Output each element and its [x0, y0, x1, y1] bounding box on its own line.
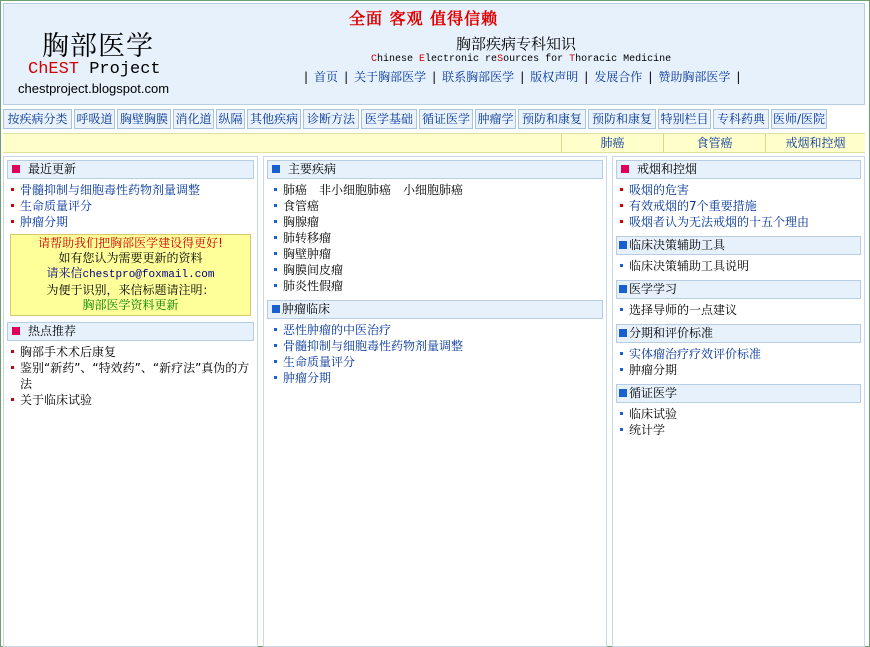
main-diseases-header	[267, 160, 603, 179]
right-column	[612, 156, 865, 647]
list-item[interactable]: 生命质量评分	[273, 354, 600, 370]
sub-item-lung-cancer[interactable]: 肺癌	[561, 134, 663, 153]
top-nav-link[interactable]: 版权声明	[530, 70, 579, 84]
list-item[interactable]: 骨髓抑制与细胞毒性药物剂量调整	[273, 338, 600, 354]
main-diseases-list	[273, 182, 600, 294]
list-item[interactable]: 鉴别“新药”、“特效药”、“新疗法”真伪的方法	[10, 360, 251, 392]
help-notice	[10, 234, 251, 316]
category-tab[interactable]: 肿瘤学	[475, 109, 516, 129]
medical-study-title: 医学学习	[629, 282, 678, 296]
list-item[interactable]: 吸烟者认为无法戒烟的十五个理由	[619, 214, 858, 230]
nav-separator: |	[648, 70, 653, 84]
list-item[interactable]: 临床试验	[619, 406, 858, 422]
nav-separator: |	[344, 70, 349, 84]
category-tab[interactable]: 胸壁胸膜	[117, 109, 171, 129]
nav-separator: |	[520, 70, 525, 84]
site-name-en-segment: horacic Medicine	[575, 54, 672, 65]
top-nav-link[interactable]: 联系胸部医学	[442, 70, 515, 84]
site-name-en-segment: hinese	[377, 54, 420, 65]
logo-project-red: ChEST	[28, 60, 80, 79]
category-tab[interactable]: 循证医学	[419, 109, 473, 129]
list-item[interactable]: 肿瘤分期	[10, 214, 251, 230]
square-bullet-icon	[12, 327, 20, 335]
nav-separator: |	[304, 70, 309, 84]
staging-list	[619, 346, 858, 378]
staging-header	[616, 324, 861, 343]
category-tab[interactable]: 特别栏目	[658, 109, 711, 129]
list-item[interactable]: 肺癌 非小细胞肺癌 小细胞肺癌	[273, 182, 600, 198]
square-bullet-icon	[619, 285, 627, 293]
square-bullet-icon	[272, 305, 280, 313]
recent-updates-header	[7, 160, 254, 179]
list-item[interactable]: 实体瘤治疗疗效评价标准	[619, 346, 858, 362]
slogan: 全面 客观 值得信赖	[349, 9, 499, 28]
decision-tools-header	[616, 236, 861, 255]
category-bar	[3, 109, 865, 129]
category-tab[interactable]: 按疾病分类	[3, 109, 72, 129]
sub-bar	[3, 133, 865, 153]
category-tab[interactable]: 呼吸道	[74, 109, 115, 129]
list-item[interactable]: 胸部手术术后康复	[10, 344, 251, 360]
site-name-en-segment: C	[371, 54, 378, 65]
category-tab[interactable]: 预防和康复	[518, 109, 586, 129]
list-item[interactable]: 恶性肿瘤的中医治疗	[273, 322, 600, 338]
tumor-clinic-list	[273, 322, 600, 386]
hot-picks-header	[7, 322, 254, 341]
medical-study-header	[616, 280, 861, 299]
site-name-en	[371, 54, 671, 65]
list-item[interactable]: 肿瘤分期	[273, 370, 600, 386]
category-tab[interactable]: 纵隔	[216, 109, 245, 129]
smoking-control-header	[616, 160, 861, 179]
sub-item-smoking-control[interactable]: 戒烟和控烟	[765, 134, 865, 153]
main-diseases-title: 主要疾病	[288, 162, 337, 176]
ebm-list	[619, 406, 858, 438]
category-tab[interactable]: 其他疾病	[247, 109, 301, 129]
square-bullet-icon	[619, 329, 627, 337]
tumor-clinic-title: 肿瘤临床	[282, 302, 331, 316]
ebm-header	[616, 384, 861, 403]
top-nav-link[interactable]: 首页	[314, 70, 339, 84]
notice-line-3	[11, 266, 250, 283]
notice-line-5: 胸部医学资料更新	[82, 298, 179, 312]
notice-line-3-prefix: 请来信	[46, 266, 83, 280]
recent-updates-title: 最近更新	[28, 162, 77, 176]
list-item[interactable]: 食管癌	[273, 198, 600, 214]
sub-item-esophageal-cancer[interactable]: 食管癌	[663, 134, 765, 153]
square-bullet-icon	[621, 165, 629, 173]
tumor-clinic-header	[267, 300, 603, 319]
decision-tools-title: 临床决策辅助工具	[629, 238, 726, 252]
list-item[interactable]: 胸腺瘤	[273, 214, 600, 230]
nav-separator: |	[432, 70, 437, 84]
middle-column	[263, 156, 607, 647]
site-name-en-segment: T	[569, 54, 576, 65]
list-item[interactable]: 骨髓抑制与细胞毒性药物剂量调整	[10, 182, 251, 198]
list-item[interactable]: 生命质量评分	[10, 198, 251, 214]
list-item[interactable]: 吸烟的危害	[619, 182, 858, 198]
list-item[interactable]: 有效戒烟的7个重要措施	[619, 198, 858, 214]
category-tab[interactable]: 诊断方法	[303, 109, 359, 129]
left-column	[3, 156, 258, 647]
smoking-control-list	[619, 182, 858, 230]
notice-email-link[interactable]: chestpro@foxmail.com	[82, 269, 215, 281]
logo-project[interactable]	[28, 60, 161, 79]
medical-study-list	[619, 302, 858, 318]
category-tab[interactable]: 消化道	[173, 109, 214, 129]
top-nav	[298, 68, 746, 85]
logo-project-rest: Project	[79, 60, 161, 79]
notice-line-2: 如有您认为需要更新的资料	[58, 251, 203, 265]
nav-separator: |	[584, 70, 589, 84]
category-tab[interactable]: 医师/医院	[771, 109, 827, 129]
staging-title: 分期和评价标准	[629, 326, 714, 340]
list-item[interactable]: 肿瘤分期	[619, 362, 858, 378]
site-name-en-segment: ources for	[503, 54, 570, 65]
list-item[interactable]: 胸膜间皮瘤	[273, 262, 600, 278]
site-name-cn: 胸部疾病专科知识	[456, 35, 577, 53]
square-bullet-icon	[619, 389, 627, 397]
site-name-en-segment: S	[497, 54, 504, 65]
decision-tools-list	[619, 258, 858, 274]
top-nav-link[interactable]: 关于胸部医学	[354, 70, 427, 84]
site-header	[3, 3, 865, 105]
ebm-title: 循证医学	[629, 386, 678, 400]
hot-picks-title: 热点推荐	[28, 324, 77, 338]
list-item[interactable]: 胸壁肿瘤	[273, 246, 600, 262]
square-bullet-icon	[619, 241, 627, 249]
site-name-en-segment: lectronic re	[425, 54, 498, 65]
smoking-control-title: 戒烟和控烟	[637, 162, 698, 176]
hot-picks-list	[10, 344, 251, 408]
recent-updates-list	[10, 182, 251, 230]
list-item[interactable]: 临床决策辅助工具说明	[619, 258, 858, 274]
square-bullet-icon	[272, 165, 280, 173]
list-item[interactable]: 肺炎性假瘤	[273, 278, 600, 294]
logo-title[interactable]: 胸部医学	[42, 31, 154, 62]
category-tab[interactable]: 专科药典	[713, 109, 769, 129]
top-nav-link[interactable]: 发展合作	[594, 70, 643, 84]
site-name-en-segment: E	[419, 54, 426, 65]
list-item[interactable]: 统计学	[619, 422, 858, 438]
square-bullet-icon	[12, 165, 20, 173]
list-item[interactable]: 选择导师的一点建议	[619, 302, 858, 318]
notice-line-4: 为便于识别，来信标题请注明：	[46, 283, 215, 297]
notice-line-1: 请帮助我们把胸部医学建设得更好!	[38, 236, 223, 250]
list-item[interactable]: 肺转移瘤	[273, 230, 600, 246]
top-nav-link[interactable]: 赞助胸部医学	[658, 70, 731, 84]
category-tab[interactable]: 预防和康复	[588, 109, 656, 129]
category-tab[interactable]: 医学基础	[361, 109, 417, 129]
list-item[interactable]: 关于临床试验	[10, 392, 251, 408]
logo-url[interactable]: chestproject.blogspot.com	[18, 81, 170, 96]
nav-separator: |	[736, 70, 741, 84]
